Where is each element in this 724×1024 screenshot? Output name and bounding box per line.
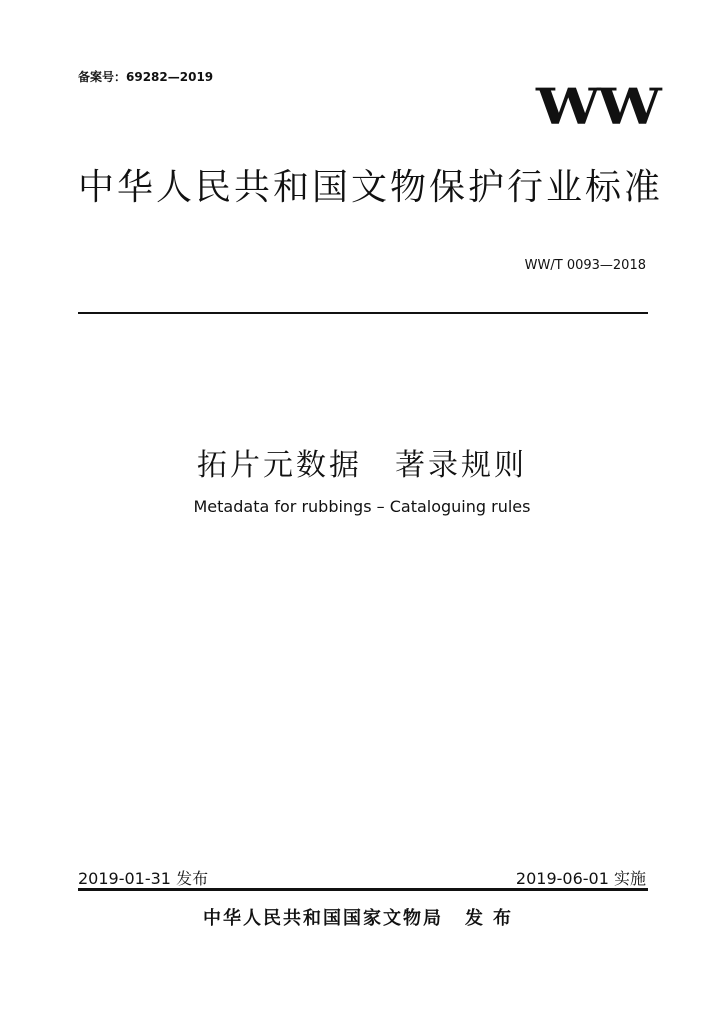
- filing-number: 备案号：69282—2019: [78, 70, 214, 84]
- standard-code: WW/T 0093—2018: [524, 258, 646, 273]
- issue-date: 2019-01-31 发布: [78, 869, 209, 888]
- implementation-date: 2019-06-01 实施: [515, 869, 646, 888]
- top-divider: [78, 312, 648, 314]
- issuing-authority: [0, 904, 724, 930]
- standard-type-heading: 中华人民共和国文物保护行业标准: [78, 167, 664, 208]
- issuer-action: 发布: [465, 908, 521, 929]
- document-title-english: Metadata for rubbings – Cataloguing rules: [193, 497, 531, 516]
- document-title-chinese: 拓片元数据 著录规则: [197, 448, 527, 483]
- bottom-divider: [78, 888, 648, 891]
- issuer-name: 中华人民共和国国家文物局: [203, 908, 443, 929]
- ww-logo: WW: [535, 77, 658, 136]
